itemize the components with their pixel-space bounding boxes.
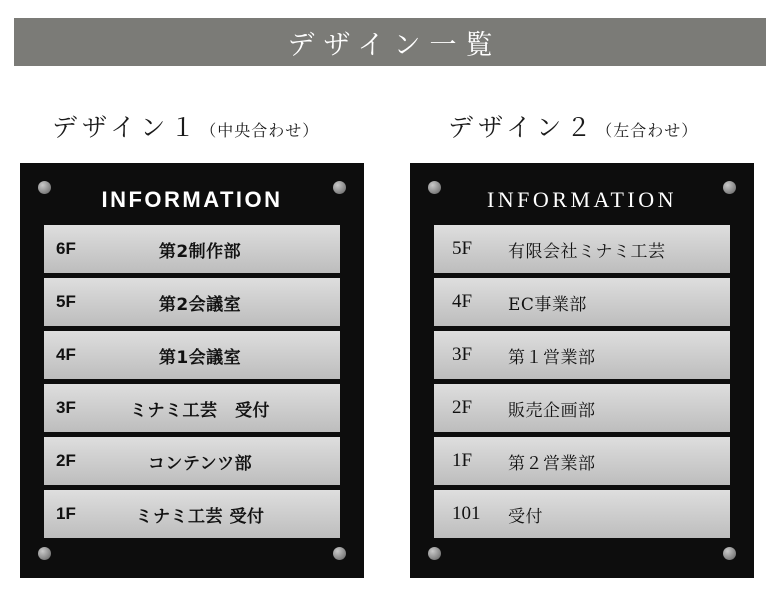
room-label: 受付 xyxy=(508,506,543,527)
room-label: 第2制作部 xyxy=(158,241,242,262)
list-item xyxy=(434,437,730,485)
floor-label: 1F xyxy=(56,504,76,523)
floor-label: 2F xyxy=(452,397,473,418)
floor-label: 4F xyxy=(56,345,76,364)
floor-label: 2F xyxy=(56,451,76,470)
design-2-plate-title: INFORMATION xyxy=(486,187,678,212)
list-item xyxy=(44,278,340,326)
screw-icon xyxy=(38,547,51,560)
header-band xyxy=(14,18,766,66)
design-1-heading-note: （中央合わせ） xyxy=(200,121,320,140)
design-1-heading xyxy=(52,108,319,144)
list-item xyxy=(434,278,730,326)
room-label: 第１営業部 xyxy=(508,347,596,368)
design-1-heading-main: デザイン１ xyxy=(52,113,201,142)
room-label: コンテンツ部 xyxy=(147,453,253,474)
room-label: 第２営業部 xyxy=(508,453,596,474)
floor-label: 5F xyxy=(56,292,76,311)
list-item xyxy=(44,490,340,538)
design-2-sign-plate xyxy=(410,163,754,578)
design-1-plate-title: INFORMATION xyxy=(101,187,283,212)
floor-label: 101 xyxy=(452,503,481,524)
screw-icon xyxy=(333,547,346,560)
screw-icon xyxy=(723,547,736,560)
list-item xyxy=(44,437,340,485)
design-2-heading-note: （左合わせ） xyxy=(596,121,699,140)
floor-label: 3F xyxy=(56,398,76,417)
room-label: 有限会社ミナミ工芸 xyxy=(508,241,666,262)
room-label: ミナミ工芸 受付 xyxy=(130,400,270,421)
design-1-row-list xyxy=(44,225,340,543)
floor-label: 5F xyxy=(452,238,473,259)
list-item xyxy=(434,490,730,538)
floor-label: 6F xyxy=(56,239,76,258)
list-item xyxy=(434,384,730,432)
list-item xyxy=(44,384,340,432)
list-item xyxy=(44,331,340,379)
page-title: デザイン一覧 xyxy=(287,29,502,61)
design-1-sign-plate xyxy=(20,163,364,578)
floor-label: 1F xyxy=(452,450,473,471)
design-2-row-list xyxy=(434,225,730,543)
room-label: ミナミ工芸 受付 xyxy=(135,506,265,527)
room-label: 販売企画部 xyxy=(508,400,596,421)
screw-icon xyxy=(428,547,441,560)
list-item xyxy=(434,331,730,379)
design-2-heading-main: デザイン２ xyxy=(448,113,597,142)
design-2-heading xyxy=(448,108,698,144)
room-label: EC事業部 xyxy=(508,294,587,315)
room-label: 第1会議室 xyxy=(158,347,242,368)
room-label: 第2会議室 xyxy=(158,294,242,315)
floor-label: 4F xyxy=(452,291,473,312)
list-item xyxy=(44,225,340,273)
floor-label: 3F xyxy=(452,344,473,365)
list-item xyxy=(434,225,730,273)
